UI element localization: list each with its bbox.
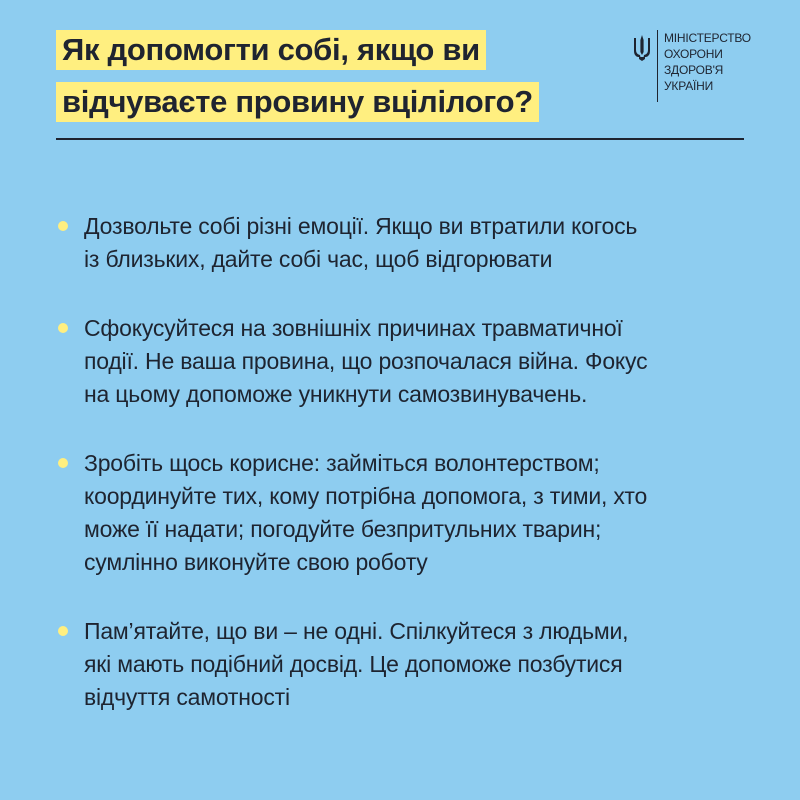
title-line-1: Як допомогти собі, якщо ви [56, 30, 486, 70]
tip-line: із близьких, дайте собі час, щоб відгорювати [84, 246, 553, 272]
trident-icon [632, 34, 652, 62]
ministry-logo [632, 30, 772, 102]
tip-line: Пам’ятайте, що ви – не одні. Спілкуйтеся з людьми, [84, 618, 629, 644]
tip-text [84, 210, 746, 276]
title-line-2: відчуваєте провину вцілілого? [56, 82, 539, 122]
tip-line: події. Не ваша провина, що розпочалася війна. Фокус [84, 348, 648, 374]
ministry-name-line: МІНІСТЕРСТВО [664, 31, 751, 45]
tip-line: Сфокусуйтеся на зовнішніх причинах травматичної [84, 315, 623, 341]
list-item [56, 615, 746, 714]
ministry-name-line: ОХОРОНИ [664, 47, 723, 61]
tip-line: які мають подібний досвід. Це допоможе позбутися [84, 651, 623, 677]
tip-text [84, 447, 746, 579]
bullet-dot [58, 221, 68, 231]
ministry-name-line: УКРАЇНИ [664, 79, 714, 93]
bullet-dot [58, 323, 68, 333]
tips-list [56, 210, 746, 714]
bullet-dot [58, 626, 68, 636]
tip-text [84, 312, 746, 411]
tip-line: може її надати; погодуйте безпритульних тварин; [84, 516, 602, 542]
tip-line: відчуття самотності [84, 684, 290, 710]
tip-line: координуйте тих, кому потрібна допомога, з тими, хто [84, 483, 648, 509]
list-item [56, 447, 746, 579]
tip-text [84, 615, 746, 714]
ministry-name-line: ЗДОРОВ'Я [664, 63, 724, 77]
list-item [56, 312, 746, 411]
ministry-name [664, 30, 751, 94]
logo-divider [657, 30, 658, 102]
tip-line: сумлінно виконуйте свою роботу [84, 549, 428, 575]
header-divider [56, 138, 744, 140]
tip-line: Дозвольте собі різні емоції. Якщо ви втратили когось [84, 213, 638, 239]
tip-line: Зробіть щось корисне: займіться волонтерством; [84, 450, 600, 476]
tip-line: на цьому допоможе уникнути самозвинувачень. [84, 381, 588, 407]
list-item [56, 210, 746, 276]
bullet-dot [58, 458, 68, 468]
page-title [56, 30, 616, 134]
